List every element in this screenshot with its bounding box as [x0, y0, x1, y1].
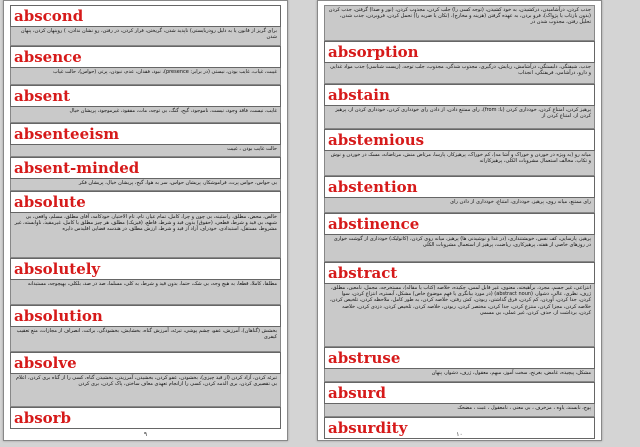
left-page	[3, 0, 288, 441]
definition-text: بخشش (گناهان)، آمرزش، عفو، چشم پوشی، تبرئه، آمرزش گناه، بخشایش، بخشودگی، برائت، انصراف از مجازات، منع تعقیب کیفری	[10, 327, 281, 352]
headword: abstinence	[324, 213, 595, 235]
definition-text: غایب، نیست، فاقد وجود، نیست، ناموجود، گیج، گنگ، بی توجه، مات، مفقود، غیرموجود، پریشان خیال	[10, 107, 281, 123]
headword: abstract	[324, 262, 595, 284]
headword: absenteeism	[10, 123, 281, 145]
headword: absolution	[10, 305, 281, 327]
definition-text: انتزاعی، غیر جسم، مجرد، برآهیخته، معنوی، غیر قابل لمس، چکیده، خلاصه (کتاب یا مقاله)، مستخرجه، مجمل، نامعین، مطلق، ژرف، نظری، عالی، دشوار، (abstract noun) (در مورد بیانگری یا فهم موضوع خاص) مشکل، آبستره، انتزاع کردن، سوا کردن، جدا کردن، آوردن، کم کردن، فرق گذاشتن، ربودن، کش رفتن، خلاصه کردن، به طور کامل، ملاحظه کردن، تلخیص کردن، خلاصه کردن، مجزا کردن، منتزع کردن، جدا کردن، مختصر کردن، ربودن، خلاصه کردن، تلخیص کردن، دزدی کردن، خلاصه کردن، برداشت از، حذف کردن، غیر عملی، بی مسمی	[324, 284, 595, 347]
headword: absurdity	[324, 417, 595, 439]
definition-text: جذب، شیفتگی، دلبستگی، درآشامش، ربایش، درگیری، مجذوب شدگی، مجذوب، جلب توجه، (زیست شناسی) جذب مواد غذایی و دارو، درآشامی، فریفتگی، انجذاب	[324, 63, 595, 84]
headword: abstention	[324, 176, 595, 198]
definition-text: میانه رو (به ویژه در خوردن و خوراک و آشا مه)، کم خوراک، پرهیزکار، پارسا، مرتاض منش، مرتاضانه، مسک در خوردن و نوش و تکاپ، مخالف استعمال مشروبات الکلی، پرهیزکارانه	[324, 151, 595, 176]
definition-text: بی حواس، حواس پرت، فراموشکار، پریشان حواس، سر به هوا، گیج، پریشان خیال، پریشان فکر	[10, 179, 281, 191]
dictionary-entry	[324, 5, 595, 41]
headword: abstruse	[324, 347, 595, 369]
definition-text: غیبت، غیاب، غایب بودن، نیستی (در برابر: presence)، نبود، فقدان، عدم، نبودن، پرتی (حواس)، حالت غیاب	[10, 68, 281, 85]
dictionary-entry	[324, 41, 595, 84]
dictionary-entry	[10, 407, 281, 429]
definition-text: خالص، محض، مطلق، راستینه، بی چون و چرا، کامل، تمام عیار، تام، تام الاختیار، خودکامه، آقای مطلق، مسلم، واقعی، بی شبهه، بی قید و شرط، قطعی، (حقوق) بدون قید و شرط، قاطع، (فیزیک) مطلق، هر چیز مطلق یا کامل، غیرمقید، ناوابسته، غیر مشروط، مستقل، استبدادی، خودرای، آزاد از قید و شرط، ارزش مطلق، در هندسه فضایی اقلیدس دایره	[10, 213, 281, 258]
headword: absolutely	[10, 258, 281, 280]
dictionary-entry	[324, 262, 595, 347]
dictionary-entry	[324, 382, 595, 417]
headword: absent-minded	[10, 157, 281, 179]
dictionary-entry	[10, 305, 281, 352]
dictionary-entry	[10, 191, 281, 258]
headword: absurd	[324, 382, 595, 404]
dictionary-entry	[10, 157, 281, 191]
dictionary-entry	[10, 46, 281, 85]
headword: absence	[10, 46, 281, 68]
definition-text: رای ممتنع، میانه روی، پرهیز، خودداری، امتناع، خودداری از دادن رای	[324, 198, 595, 213]
dictionary-entry	[10, 85, 281, 123]
dictionary-entry	[324, 129, 595, 176]
headword: absorption	[324, 41, 595, 63]
definition-text: جذب کردن، درآشامیدن، درکشیدن، به خود کشیدن، (توجه کسی را) جلب کردن، مجذوب کردن، (نور و صدا) گرفتن، جذب کردن (بدون بازتاب یا پژواک)، فرو بردن، به عهده گرفتن (هزینه و مخارج)، (تکان یا ضربه را) تحمل کردن، فروبردن، جذب شدن، تحلیل رفتن، مجذوب شدن در	[324, 5, 595, 41]
dictionary-entry	[10, 5, 281, 46]
definition-text: مشکل، پیچیده، غامض، بغرنج، سخت آموز، مبهم، معقول، ژرف، دشوار، پنهان	[324, 369, 595, 382]
headword: absolute	[10, 191, 281, 213]
dictionary-entry	[324, 347, 595, 382]
dictionary-entry	[324, 176, 595, 213]
headword: absolve	[10, 352, 281, 374]
dictionary-entry	[324, 213, 595, 262]
page-number: ۹	[143, 431, 148, 438]
left-page-entries	[10, 5, 281, 426]
definition-text: پرهیز، پارسایی، کف نفس، خویشتنداری، (در غذا و نوشیدنی ها) پرهیز، میانه روی کردن، (کاتولیک) خودداری از گوشت خواری در روزهای خاصی از هفته، پرهیزکاری، ریاضت، پرهیز از استعمال مشروبات الکلی	[324, 235, 595, 262]
headword: abstemious	[324, 129, 595, 151]
dictionary-entry	[10, 258, 281, 305]
dictionary-entry	[10, 352, 281, 407]
dictionary-entry	[10, 123, 281, 157]
page-number: ۱۰	[456, 431, 463, 438]
headword: abstain	[324, 84, 595, 106]
definition-text: تبرئه کردن، آزاد کردن (از قید چیزی)، بخشودن، عفو کردن، بخشیدن، آمرزیدن، بخشیدن گناه، کسی را از گناه بری کردن، اعلام بی تقصیری کردن، بری الذمه کردن، کسی را ازانجام تعهدی معاف ساختن، پاک کردن، بری کردن	[10, 374, 281, 407]
right-page	[317, 0, 602, 441]
definition-text: پوچ، نابسند، یاوه ، مزخرف ، بی معنی ، نامعقول ، عبث ، مضحک	[324, 404, 595, 417]
headword: abscond	[10, 5, 281, 27]
definition-text: برای گریز از قانون یا به دلیل رودربایستی) ناپدید شدن، گریختن، فرار کردن، در رفتن، رو نشان ندادن، ) روپنهان کردن، پنهان شدن	[10, 27, 281, 46]
headword: absorb	[10, 407, 281, 429]
definition-text: حالت غایب بودن ، غیبت	[10, 145, 281, 157]
definition-text: پرهیز کردن، امتناع کردن، خودداری کردن (با: from)، رای ممتنع دادن، از دادن رای خودداری کردن، خودداری کردن از، پرهیز کردن از، امتناع کردن از	[324, 106, 595, 129]
dictionary-entry	[324, 84, 595, 129]
headword: absent	[10, 85, 281, 107]
definition-text: مطلقا، کاملا، قطعا، به هیچ وجه، بی شک، حتما، بدون قید و شرط، به کلی، مسلما، صد در صد، بلکلی، بهیچوجه، مستبدانه	[10, 280, 281, 305]
